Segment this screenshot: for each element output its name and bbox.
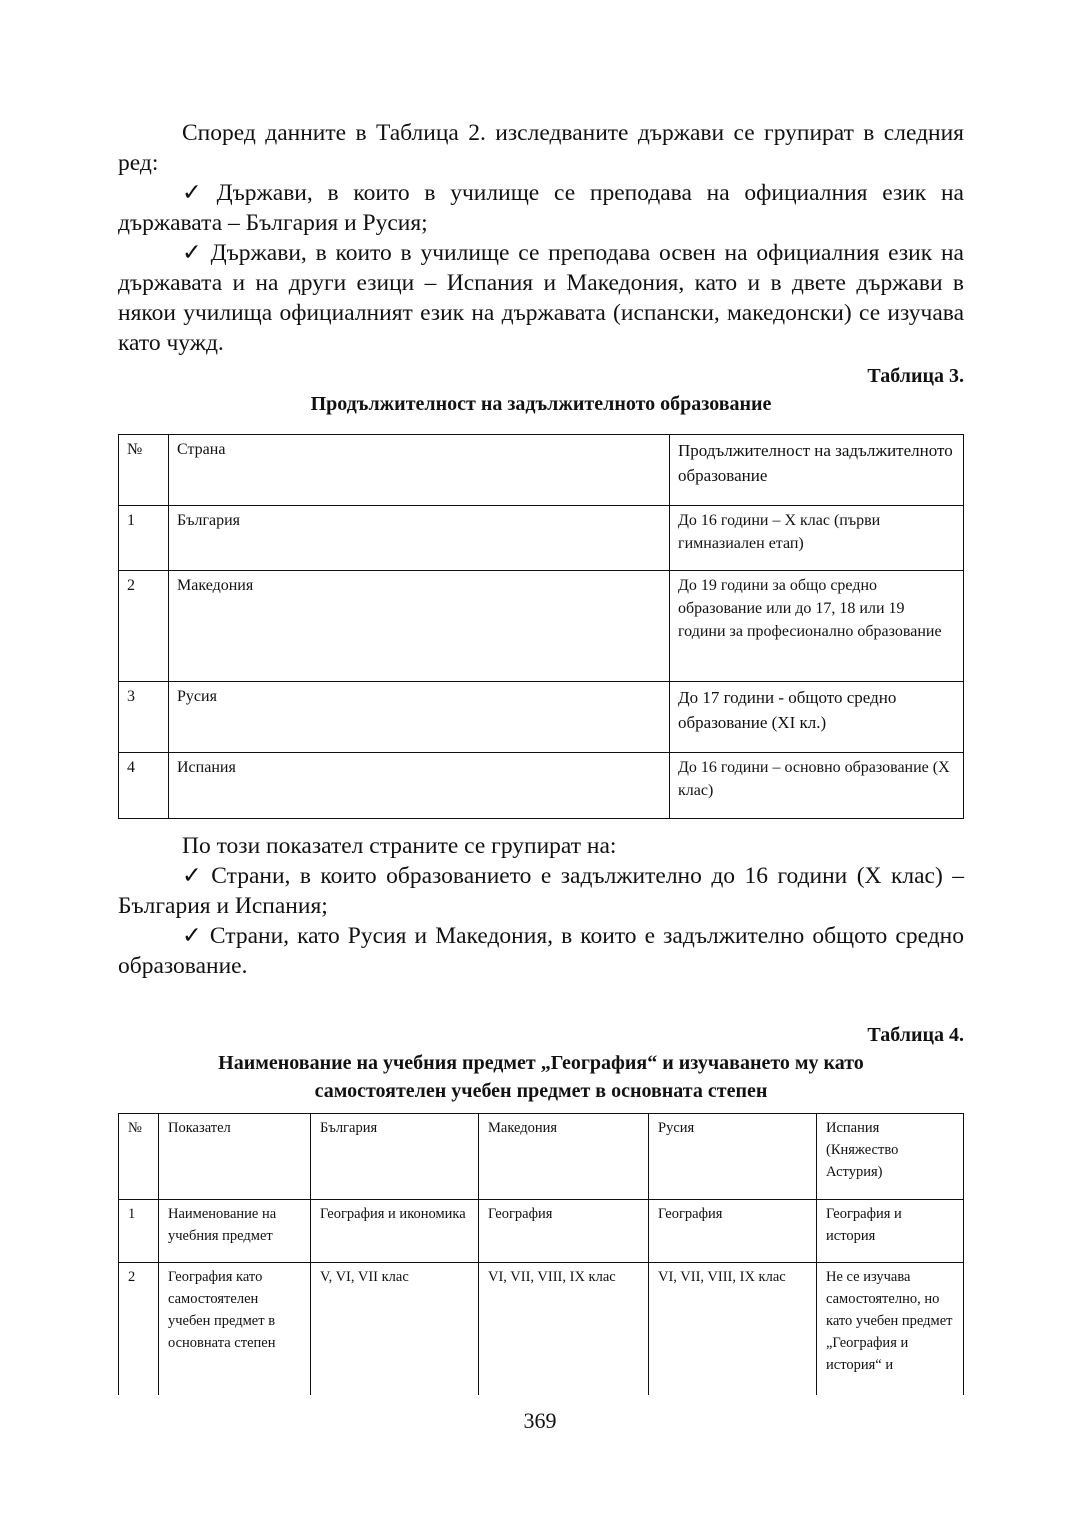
table4-title: Наименование на учебния предмет „География“ и изучаването му като самостоятелен учебен предмет в основната степен — [218, 1052, 864, 1102]
table-cell: 1 — [119, 1200, 159, 1263]
table-row — [119, 753, 964, 819]
table3-number: Таблица 3. — [867, 365, 964, 387]
table-header-cell: Испания (Княжество Астурия) — [817, 1114, 964, 1200]
table-cell: Испания — [169, 753, 670, 819]
table-cell: Македония — [169, 571, 670, 682]
table-header-cell: България — [311, 1114, 479, 1200]
table-cell: 1 — [119, 506, 169, 571]
table-header-row — [119, 1114, 964, 1200]
table-header-cell: Показател — [159, 1114, 311, 1200]
table-cell: България — [169, 506, 670, 571]
page-content — [118, 118, 964, 1395]
table-row — [119, 571, 964, 682]
bullet-item: ✓ Държави, в които в училище се преподава на официалния език на държавата – България и Русия; — [118, 180, 964, 236]
table-row — [119, 682, 964, 753]
checkmark-icon: ✓ — [182, 863, 206, 889]
table-cell: 4 — [119, 753, 169, 819]
bullet-item: ✓ Страни, като Русия и Македония, в които е задължително общото средно образование. — [118, 923, 964, 979]
table-cell: Русия — [169, 682, 670, 753]
table4-number: Таблица 4. — [867, 1024, 964, 1046]
table-header-row — [119, 435, 964, 506]
bullet-item: ✓ Държави, в които в училище се преподава освен на официалния език на държавата и на други езици – Испания и Македония, като и в двете държави в някои училища официалният език на държавата (испански, македонски) се изучава като чужд. — [118, 240, 964, 356]
table-header-cell: № — [119, 435, 169, 506]
bullet-item: ✓ Страни, в които образованието е задължително до 16 години (Х клас) – България и Испания; — [118, 863, 964, 919]
table-cell: 3 — [119, 682, 169, 753]
table3-title: Продължителност на задължителното образование — [310, 393, 772, 415]
table-cell: 2 — [119, 1263, 159, 1395]
table-cell: Не се изучава самостоятелно, но като учебен предмет „География и история“ и — [817, 1263, 964, 1395]
table-cell: География и икономика — [311, 1200, 479, 1263]
table3 — [118, 434, 964, 819]
table-cell: География — [479, 1200, 649, 1263]
table-header-cell: № — [119, 1114, 159, 1200]
table-cell: До 17 години - общото средно образование (XI кл.) — [670, 682, 964, 753]
table-header-cell: Продължителност на задължителното образование — [670, 435, 964, 506]
table-header-cell: Страна — [169, 435, 670, 506]
table-cell: География като самостоятелен учебен предмет в основната степен — [159, 1263, 311, 1395]
paragraph-grouping: По този показател страните се групират на: — [182, 833, 617, 859]
table4 — [118, 1113, 964, 1395]
table-cell: Наименование на учебния предмет — [159, 1200, 311, 1263]
table-cell: До 16 години – Х клас (първи гимназиален етап) — [670, 506, 964, 571]
table-cell: V, VI, VII клас — [311, 1263, 479, 1395]
table-header-cell: Русия — [649, 1114, 817, 1200]
table-header-cell: Македония — [479, 1114, 649, 1200]
checkmark-icon: ✓ — [182, 180, 211, 206]
table-row — [119, 1200, 964, 1263]
table-cell: География — [649, 1200, 817, 1263]
paragraph-intro: Според данните в Таблица 2. изследваните държави се групират в следния ред: — [118, 120, 964, 176]
table-cell: VI, VII, VIII, IX клас — [479, 1263, 649, 1395]
checkmark-icon: ✓ — [182, 240, 205, 266]
table-cell: География и история — [817, 1200, 964, 1263]
table-cell: До 16 години – основно образование (Х клас) — [670, 753, 964, 819]
table-row — [119, 506, 964, 571]
table-cell: VI, VII, VIII, IX клас — [649, 1263, 817, 1395]
page-number: 369 — [523, 1408, 557, 1433]
table-cell: 2 — [119, 571, 169, 682]
checkmark-icon: ✓ — [182, 923, 204, 949]
table-cell: До 19 години за общо средно образование или до 17, 18 или 19 години за професионално образование — [670, 571, 964, 682]
table-row — [119, 1263, 964, 1395]
